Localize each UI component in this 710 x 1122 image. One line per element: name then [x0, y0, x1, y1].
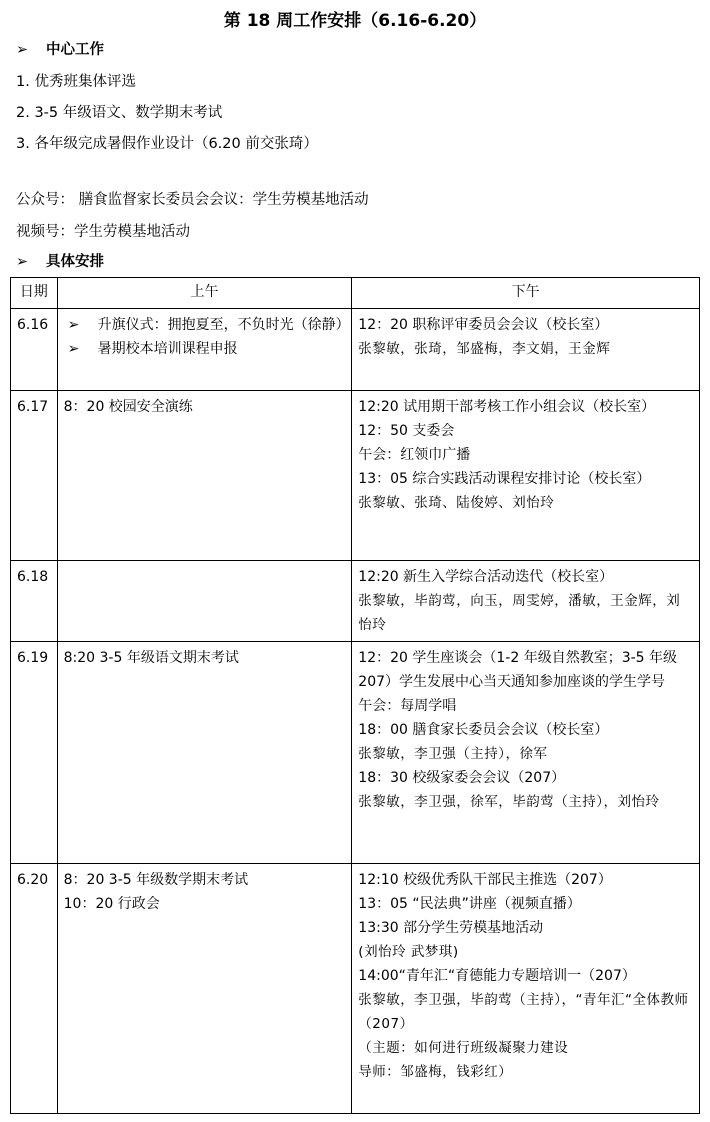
official-account-line: 公众号： 膳食监督家长委员会会议：学生劳模基地活动 — [16, 192, 369, 208]
morning-cell — [57, 309, 352, 391]
afternoon-line: 张黎敏，张琦，邹盛梅，李文娟，王金辉 — [358, 341, 611, 357]
morning-line: 8：20 3-5 年级数学期末考试 — [63, 872, 249, 888]
afternoon-line: 张黎敏，李卫强（主持），徐军 — [358, 746, 548, 762]
header-afternoon: 下午 — [352, 278, 700, 309]
afternoon-line: 12：50 支委会 — [358, 423, 455, 439]
list-item: ➢ 升旗仪式：拥抱夏至，不负时光（徐静） — [64, 313, 346, 337]
center-item-1: 1. 优秀班集体评选 — [16, 74, 136, 90]
morning-line: 10：20 行政会 — [63, 896, 160, 912]
afternoon-line: 张黎敏，毕韵莺，向玉，周雯婷，潘敏，王金辉，刘怡玲 — [358, 593, 681, 633]
date-cell: 6.17 — [11, 391, 58, 561]
center-item-3: 3. 各年级完成暑假作业设计（6.20 前交张琦） — [16, 136, 318, 152]
afternoon-line: 12：20 学生座谈会（1-2 年级自然教室；3-5 年级 207）学生发展中心当天通知参加座谈的学生学号 — [358, 650, 678, 690]
table-row — [11, 864, 700, 1114]
afternoon-line: 张黎敏，李卫强，毕韵莺（主持），“青年汇“全体教师（207） — [358, 992, 689, 1032]
afternoon-cell — [352, 864, 700, 1114]
afternoon-line: 张黎敏、张琦、陆俊婷、刘怡玲 — [358, 495, 555, 511]
afternoon-line: （主题：如何进行班级凝聚力建设 — [358, 1040, 569, 1056]
section-heading-schedule: ➢ 具体安排 — [16, 254, 104, 270]
table-row — [11, 642, 700, 864]
arrow-bullet-icon: ➢ — [16, 254, 29, 270]
date-cell: 6.20 — [11, 864, 58, 1114]
afternoon-line: 午会：每周学唱 — [358, 698, 457, 714]
section-heading-center: ➢ 中心工作 — [16, 42, 104, 58]
table-row — [11, 309, 700, 391]
center-item-2: 2. 3-5 年级语文、数学期末考试 — [16, 105, 223, 121]
arrow-bullet-icon: ➢ — [16, 42, 29, 58]
morning-cell — [57, 561, 352, 642]
afternoon-line: 13：05 综合实践活动课程安排讨论（校长室） — [358, 471, 651, 487]
header-morning: 上午 — [57, 278, 352, 309]
video-account-line: 视频号：学生劳模基地活动 — [16, 224, 190, 240]
afternoon-cell — [352, 561, 700, 642]
afternoon-cell — [352, 391, 700, 561]
afternoon-line: 18：30 校级家委会会议（207） — [358, 770, 566, 786]
page-title: 第 18 周工作安排（6.16-6.20） — [223, 11, 487, 31]
afternoon-line: 13：05 “民法典”讲座（视频直播） — [358, 896, 581, 912]
morning-cell: 8:20 3-5 年级语文期末考试 — [57, 642, 352, 864]
table-row — [11, 391, 700, 561]
afternoon-line: 午会：红领巾广播 — [358, 447, 471, 463]
arrow-bullet-icon: ➢ — [67, 317, 80, 333]
morning-cell: 8：20 校园安全演练 — [57, 391, 352, 561]
afternoon-line: 14:00“青年汇“育德能力专题培训一（207） — [358, 968, 636, 984]
table-row — [11, 561, 700, 642]
morning-cell — [57, 864, 352, 1114]
schedule-table — [10, 277, 700, 1114]
afternoon-cell — [352, 309, 700, 391]
list-item: ➢ 暑期校本培训课程申报 — [64, 337, 346, 361]
date-cell: 6.18 — [11, 561, 58, 642]
afternoon-line: 12:10 校级优秀队干部民主推选（207） — [358, 872, 612, 888]
afternoon-line: 12:20 新生入学综合活动迭代（校长室） — [358, 569, 614, 585]
afternoon-line: (刘怡玲 武梦琪) — [358, 944, 459, 960]
afternoon-cell — [352, 642, 700, 864]
afternoon-line: 18：00 膳食家长委员会会议（校长室） — [358, 722, 609, 738]
header-date: 日期 — [11, 278, 58, 309]
arrow-bullet-icon: ➢ — [67, 341, 80, 357]
afternoon-line: 12：20 职称评审委员会会议（校长室） — [358, 317, 609, 333]
table-header-row — [11, 278, 700, 309]
afternoon-line: 13:30 部分学生劳模基地活动 — [358, 920, 544, 936]
date-cell: 6.19 — [11, 642, 58, 864]
afternoon-line: 张黎敏，李卫强，徐军，毕韵莺（主持），刘怡玲 — [358, 794, 660, 810]
afternoon-line: 12:20 试用期干部考核工作小组会议（校长室） — [358, 399, 656, 415]
afternoon-line: 导师：邹盛梅，钱彩红） — [358, 1064, 513, 1080]
date-cell: 6.16 — [11, 309, 58, 391]
